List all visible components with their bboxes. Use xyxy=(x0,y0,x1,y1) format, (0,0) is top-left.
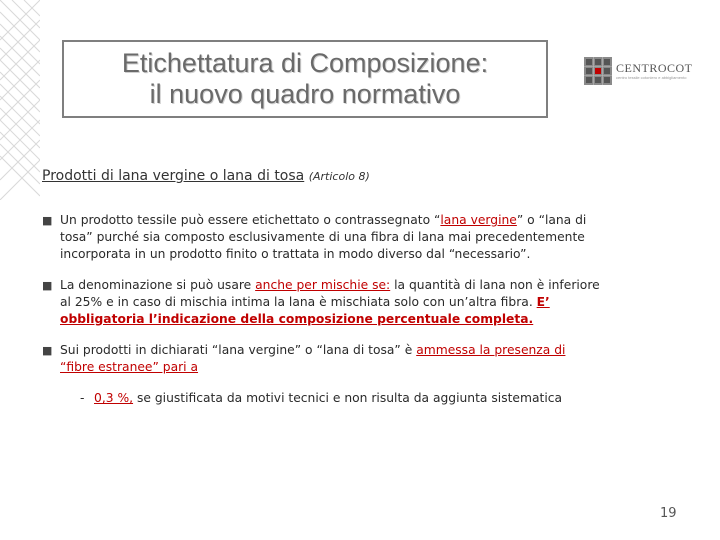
section-heading-text: Prodotti di lana vergine o lana di tosa xyxy=(42,168,305,184)
page-number: 19 xyxy=(660,506,677,521)
highlight-text: anche per mischie se: xyxy=(255,278,391,292)
square-bullet-icon: ■ xyxy=(42,214,53,227)
article-reference: (Articolo 8) xyxy=(308,170,370,183)
list-item: ■ Un prodotto tessile può essere etichettato o contrassegnato “lana vergine” o “lana di tosa” purché sia composto esclusivamente di una fibra di lana mai precedentemente incorporata in un prodotto finito o trattata in modo diverso dal “necessario”. xyxy=(42,213,587,261)
title-line-2: il nuovo quadro normativo xyxy=(149,79,461,109)
grid-logo-icon xyxy=(584,57,612,85)
dash-bullet: - xyxy=(80,391,85,405)
highlight-text: E’ obbligatoria l’indicazione della composizione percentuale completa. xyxy=(60,295,550,326)
centrocot-logo xyxy=(584,56,704,86)
highlight-text: ammessa la presenza di “fibre estranee” pari a xyxy=(60,343,566,374)
logo-subtitle: centro tessile cotoniero e abbigliamento xyxy=(616,75,687,80)
list-item: ■ La denominazione si può usare anche per mischie se: la quantità di lana non è inferiore al 25% e in caso di mischia intima la lana è mischiata solo con un’altra fibra. E’ obbligatoria l’indicazione della composizione percentuale completa. xyxy=(42,278,600,326)
highlight-text: 0,3 %, xyxy=(94,391,134,405)
bullet-list xyxy=(42,212,602,421)
square-bullet-icon: ■ xyxy=(42,344,53,357)
logo-name: CENTROCOT xyxy=(616,61,693,75)
sub-list-item: - 0,3 %, se giustificata da motivi tecnici e non risulta da aggiunta sistematica xyxy=(80,391,563,405)
section-heading xyxy=(42,168,682,184)
slide-title xyxy=(62,40,548,118)
highlight-text: lana vergine xyxy=(440,213,517,227)
square-bullet-icon: ■ xyxy=(42,279,53,292)
title-line-1: Etichettatura di Composizione: xyxy=(121,48,489,78)
list-item: ■ Sui prodotti in dichiarati “lana vergine” o “lana di tosa” è ammessa la presenza di “fibre estranee” pari a - 0,3 %, se giustificata da motivi tecnici e non risulta da aggiunta sistematica xyxy=(42,342,602,407)
corner-line-pattern xyxy=(0,0,40,200)
